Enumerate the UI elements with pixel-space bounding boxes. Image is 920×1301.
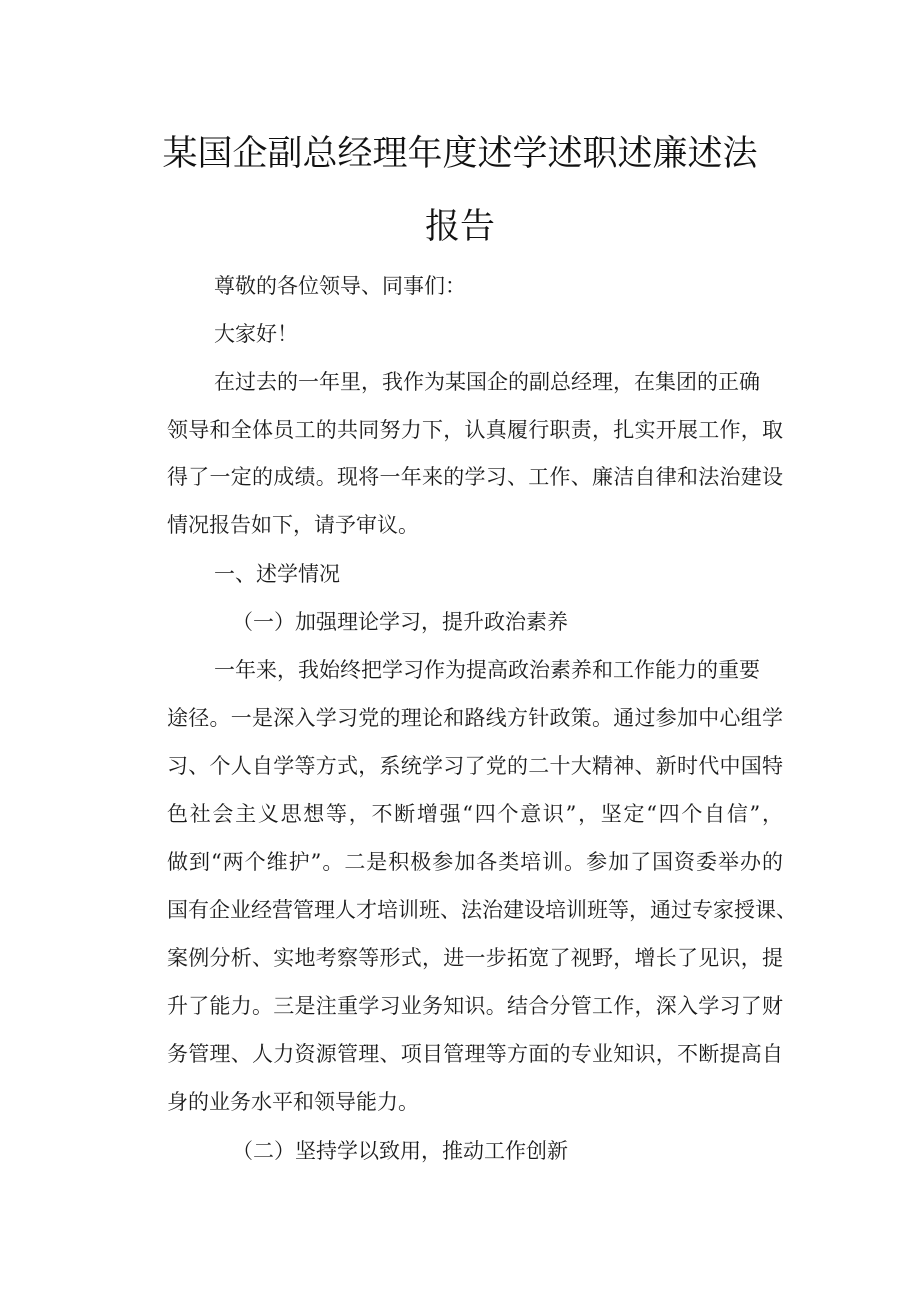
greeting: 大家好！ (214, 322, 298, 346)
section-heading: 一、述学情况 (214, 562, 340, 586)
text-line: 身的业务水平和领导能力。 (167, 1090, 419, 1114)
text-line: 得了一定的成绩。现将一年来的学习、工作、廉洁自律和法治建设 (167, 465, 783, 489)
text-line: 途径。一是深入学习党的理论和路线方针政策。通过参加中心组学 (167, 706, 783, 730)
text-line: 情况报告如下，请予审议。 (167, 513, 419, 537)
text-line: 领导和全体员工的共同努力下，认真履行职责，扎实开展工作，取 (167, 418, 783, 442)
salutation: 尊敬的各位领导、同事们： (214, 274, 466, 298)
subsection-heading: （二）坚持学以致用，推动工作创新 (232, 1139, 568, 1163)
text-line: 色社会主义思想等，不断增强“四个意识”，坚定“四个自信”， (167, 802, 783, 826)
text-line: 在过去的一年里，我作为某国企的副总经理，在集团的正确 (214, 370, 760, 394)
text-line: 案例分析、实地考察等形式，进一步拓宽了视野，增长了见识，提 (167, 946, 783, 970)
text-line: 习、个人自学等方式，系统学习了党的二十大精神、新时代中国特 (167, 754, 783, 778)
subsection-heading: （一）加强理论学习，提升政治素养 (232, 610, 568, 634)
text-line: 国有企业经营管理人才培训班、法治建设培训班等，通过专家授课、 (167, 898, 797, 922)
text-line: 一年来，我始终把学习作为提高政治素养和工作能力的重要 (214, 658, 760, 682)
document-title-line-1: 某国企副总经理年度述学述职述廉述法 (162, 134, 758, 174)
text-line: 做到“两个维护”。二是积极参加各类培训。参加了国资委举办的 (167, 850, 783, 874)
document-title-line-2: 报告 (424, 207, 495, 247)
text-line: 务管理、人力资源管理、项目管理等方面的专业知识，不断提高自 (167, 1042, 783, 1066)
text-line: 升了能力。三是注重学习业务知识。结合分管工作，深入学习了财 (167, 994, 783, 1018)
